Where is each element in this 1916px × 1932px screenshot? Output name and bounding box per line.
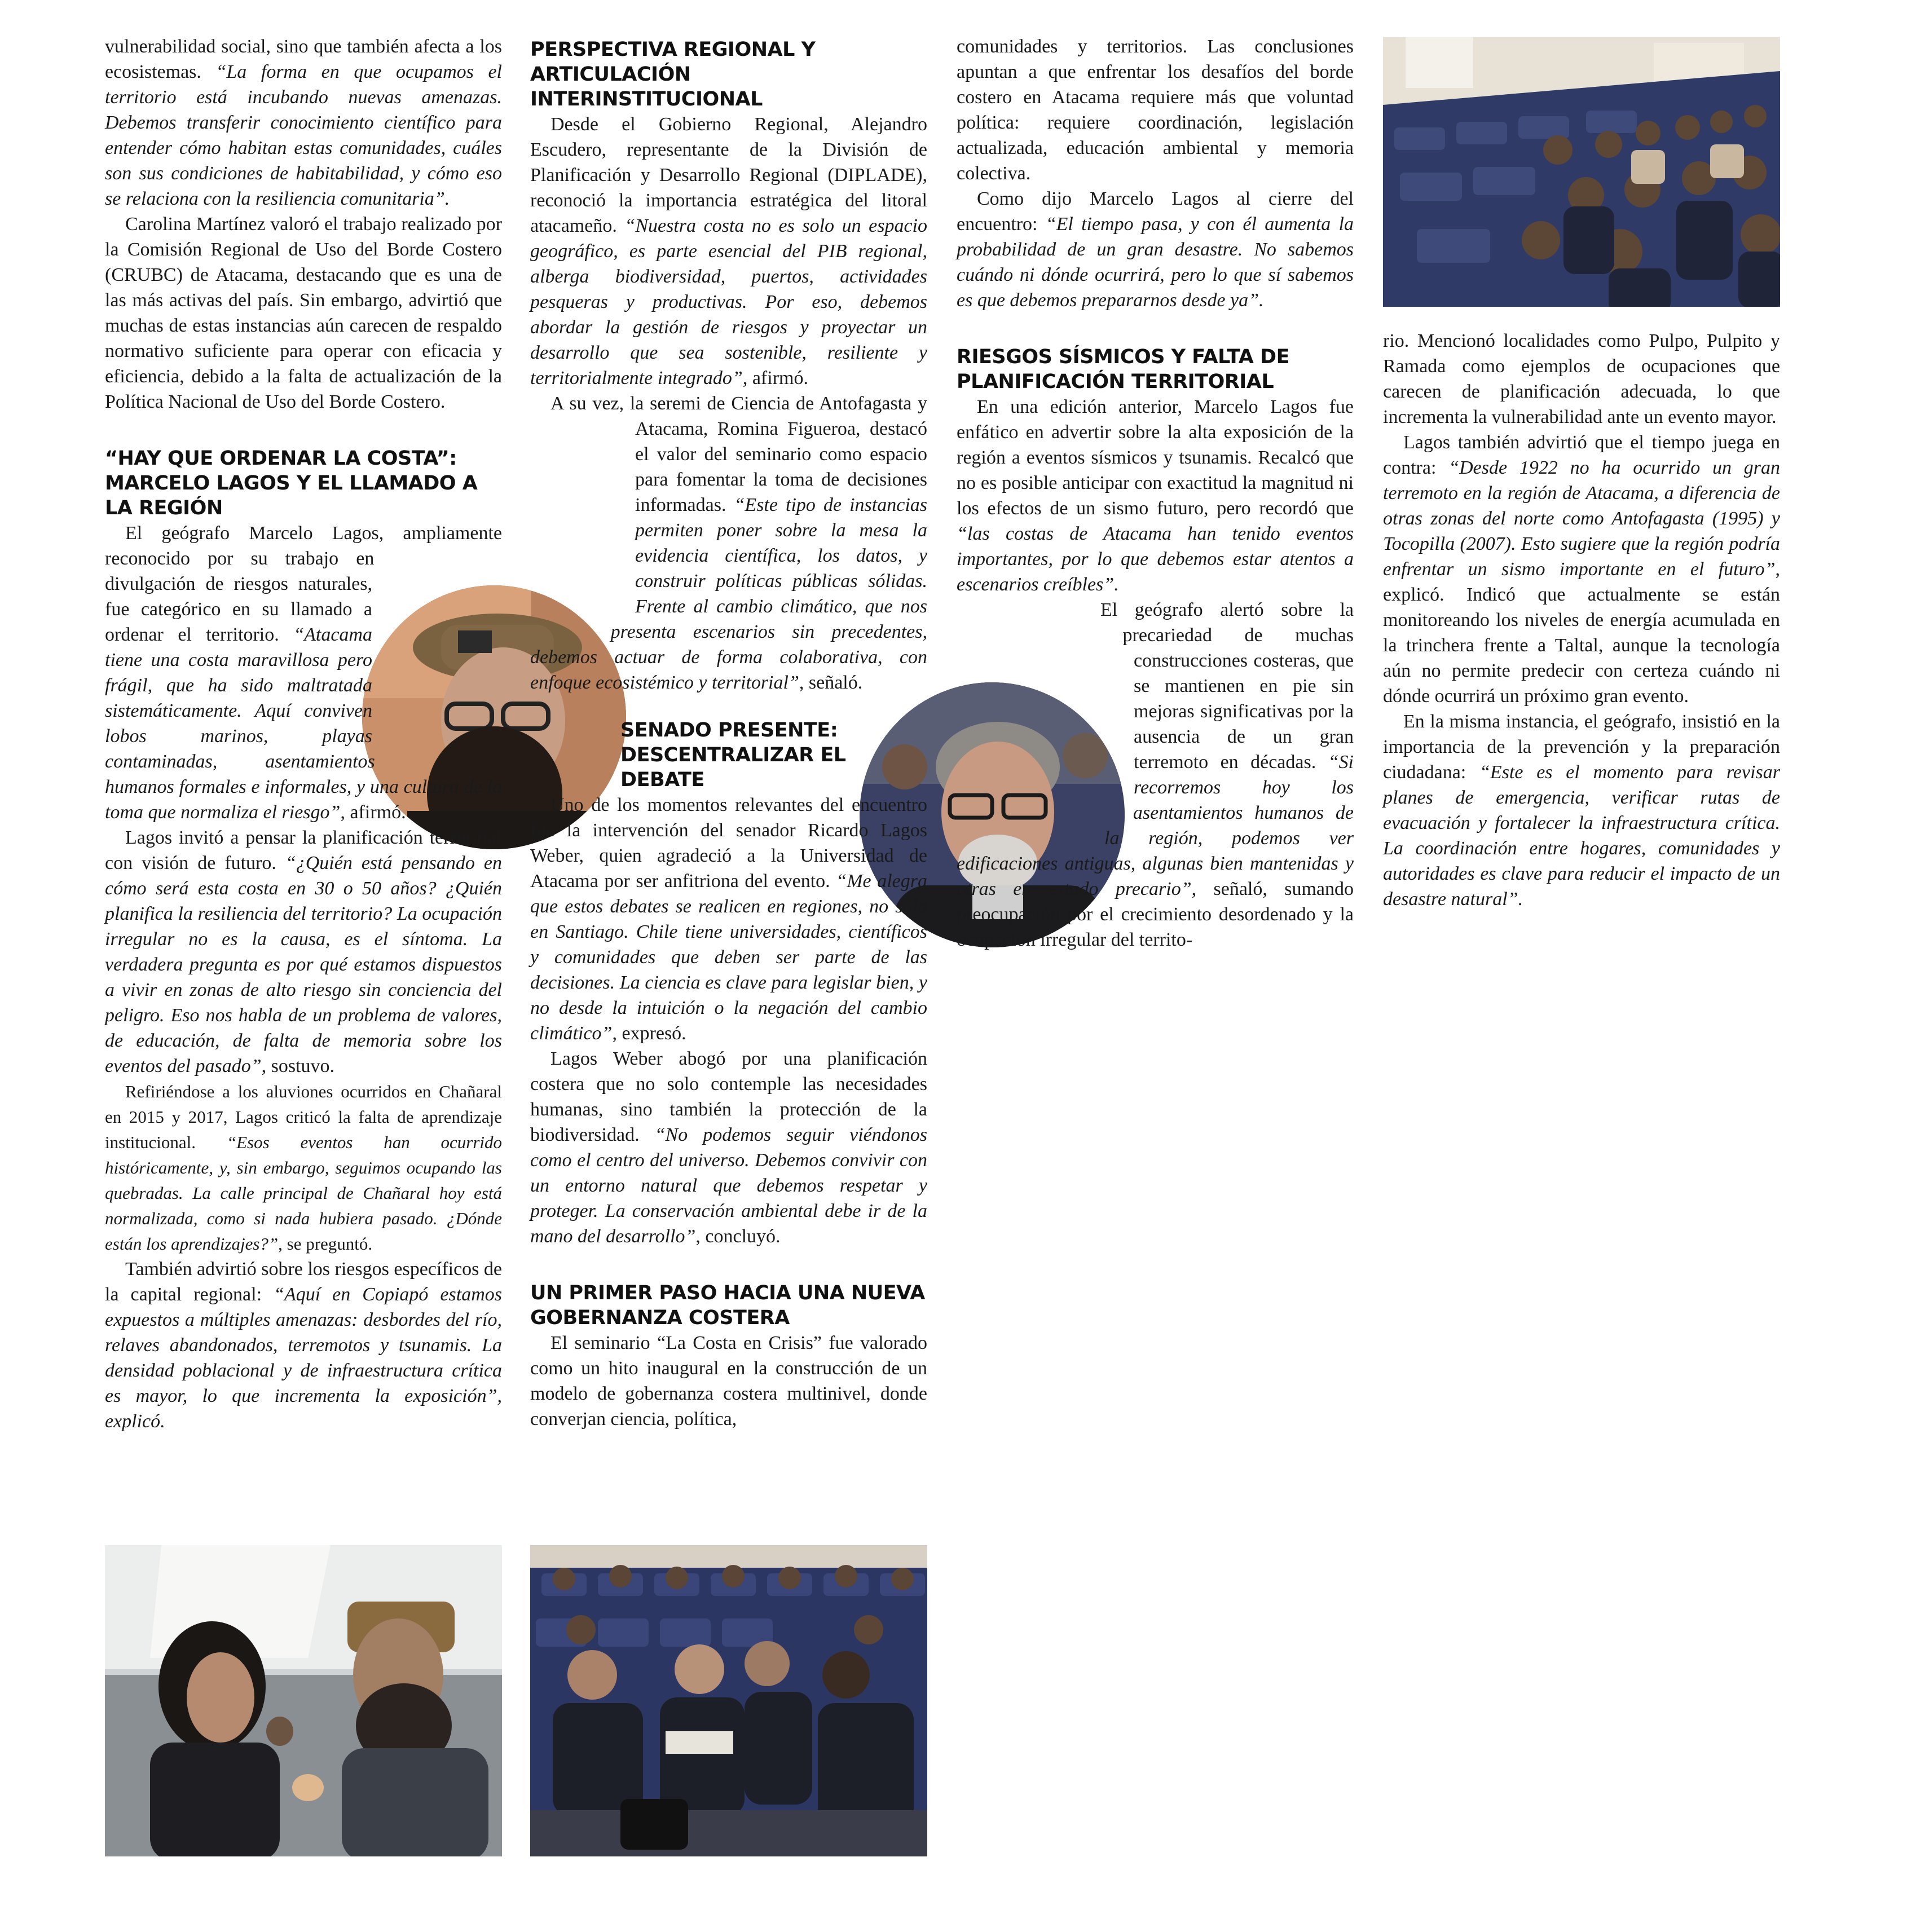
paragraph: En una edición anterior, Marcelo Lagos fue enfático en advertir sobre la alta exposición de la región a eventos sísmicos y tsunamis. Recalcó que no es posible anticipar con exactitud la magnitud ni los efectos de un sismo futuro, pero recordó que “las costas de Atacama han tenido eventos importantes, por lo que debemos estar atentos a escenarios creíbles”. xyxy=(957,396,1354,595)
paragraph: En la misma instancia, el geógrafo, insistió en la importancia de la prevención y la preparación ciudadana: “Este es el momento para revisar planes de emergencia, verificar rutas de evacuación y fortalecer la infraestructura crítica. La coordinación entre hogares, comunidades y autoridades es clave para reducir el impacto de un desastre natural”. xyxy=(1383,711,1780,910)
section-heading: “HAY QUE ORDENAR LA COSTA”: MARCELO LAGOS Y EL LLAMADO A LA REGIÓN xyxy=(105,447,478,519)
portrait-wrap-space xyxy=(860,597,1125,862)
paragraph: rio. Mencionó localidades como Pulpo, Pulpito y Ramada como ejemplos de ocupaciones que carecen de planificación adecuada, lo que incrementa la vulnerabilidad ante un evento mayor. xyxy=(1383,330,1780,427)
paragraph: El seminario “La Costa en Crisis” fue valorado como un hito inaugural en la construcción de un modelo de gobernanza costera multinivel, donde converjan ciencia, política, xyxy=(530,1333,927,1430)
paragraph: Refiriéndose a los aluviones ocurridos en Chañaral en 2015 y 2017, Lagos criticó la falta de aprendizaje institucional. “Esos eventos han ocurrido históricamente, y, sin embargo, seguimos ocupando las quebradas. La calle principal de Chañaral hoy está normalizada, como si nada hubiera pasado. ¿Dónde están los aprendizajes?”, se preguntó. xyxy=(105,1082,503,1254)
paragraph: El geógrafo alertó sobre la precariedad de muchas construcciones costeras, que se mantienen en pie sin mejoras significativas por la ausencia de un gran terremoto en décadas. “Si recorremos hoy los asentamientos humanos de la región, podemos ver edificaciones antiguas, algunas bien mantenidas y otras en estado precario”, señaló, sumando preocupación por el crecimiento desordenado y la ocupación irregular del territo- xyxy=(957,599,1354,950)
auditorium-photo xyxy=(1383,37,1780,307)
conversation-photo xyxy=(105,1545,502,1856)
paragraph: vulnerabilidad social, sino que también afecta a los ecosistemas. “La forma en que ocupamos el territorio está incubando nuevas amenazas. Debemos transferir conocimiento científico para entender cómo habitan estas comunidades, cuáles son sus condiciones de habitabilidad, y cómo eso se relaciona con la resiliencia comunitaria”. xyxy=(105,36,502,209)
column-1 xyxy=(105,34,502,1434)
section-heading: PERSPECTIVA REGIONAL Y ARTICULACIÓN INTERINSTITUCIONAL xyxy=(530,38,816,111)
paragraph: El geógrafo Marcelo Lagos, ampliamente reconocido por su trabajo en divulgación de riesgos naturales, fue categórico en su llamado a ordenar el territorio. “Atacama tiene una costa maravillosa pero frágil, que ha sido maltratada sistemáticamente. Aquí conviven lobos marinos, playas contaminadas, asentamientos humanos formales e informales, y una cultura de la toma que normaliza el riesgo”, afirmó. xyxy=(105,523,502,823)
paragraph: Lagos también advirtió que el tiempo juega en contra: “Desde 1922 no ha ocurrido un gran terremoto en la región de Atacama, a diferencia de otras zonas del norte como Antofagasta (1995) y Tocopilla (2007). Esto sugiere que la región podría enfrentar un sismo importante en el futuro”, explicó. Indicó que actualmente se están monitoreando los niveles de energía acumulada en la trinchera frente a Taltal, aunque la tecnología aún no permite predecir con certeza cuándo ni dónde ocurrirá un próximo gran evento. xyxy=(1383,432,1780,707)
paragraph: Desde el Gobierno Regional, Alejandro Escudero, representante de la División de Planificación y Desarrollo Regional (DIPLADE), reconoció la importancia estratégica del litoral atacameño. “Nuestra costa no es solo un espacio geográfico, es parte esencial del PIB regional, alberga biodiversidad, puertos, actividades pesqueras y productivas. Por eso, debemos abordar la gestión de riesgos y proyectar un desarrollo que sea sostenible, resiliente y territorialmente integrado”, afirmó. xyxy=(530,114,927,389)
paragraph: Como dijo Marcelo Lagos al cierre del encuentro: “El tiempo pasa, y con él aumenta la probabilidad de un gran desastre. No sabemos cuándo ni dónde ocurrirá, pero lo que sí sabemos es que debemos prepararnos desde ya”. xyxy=(957,188,1354,311)
portrait-wrap-space xyxy=(362,391,626,655)
column-4 xyxy=(1383,328,1780,912)
paragraph: Carolina Martínez valoró el trabajo realizado por la Comisión Regional de Uso del Borde Costero (CRUBC) de Atacama, destacando que es una de las más activas del país. Sin embargo, advirtió que muchas de estas instancias aún carecen de respaldo normativo suficiente para operar con eficacia y eficiencia, debido a la falta de actualización de la Política Nacional de Uso del Borde Costero. xyxy=(105,214,502,412)
column-3 xyxy=(957,34,1354,952)
paragraph: Lagos invitó a pensar la planificación territorial con visión de futuro. “¿Quién está pensando en cómo será esta costa en 30 o 50 años? ¿Quién planifica la resiliencia del territorio? La ocupación irregular no es la causa, es el síntoma. La verdadera pregunta es por qué estamos dispuestos a vivir en zonas de alto riesgo sin conciencia del peligro. Eso nos habla de un problema de valores, de educación, de falta de memoria sobre los eventos del pasado”, sostuvo. xyxy=(105,827,502,1077)
section-heading: RIESGOS SÍSMICOS Y FALTA DE PLANIFICACIÓN TERRITORIAL xyxy=(957,346,1289,393)
paragraph: A su vez, la seremi de Ciencia de Antofagasta y Atacama, Romina Figueroa, destacó el valor del seminario como espacio para fomentar la toma de decisiones informadas. “Este tipo de instancias permiten poner sobre la mesa la evidencia científica, los datos, y construir políticas públicas sólidas. Frente al cambio climático, que nos presenta escenarios sin precedentes, debemos actuar de forma colaborativa, con enfoque ecosistémico y territorial”, señaló. xyxy=(530,393,928,693)
paragraph: Lagos Weber abogó por una planificación costera que no solo contemple las necesidades humanas, sino también la protección de la biodiversidad. “No podemos seguir viéndonos como el centro del universo. Debemos convivir con un entorno natural que debemos respetar y proteger. La conservación ambiental debe ir de la mano del desarrollo”, concluyó. xyxy=(530,1048,928,1247)
paragraph: Uno de los momentos relevantes del encuentro fue la intervención del senador Ricardo Lagos Weber, quien agradeció a la Universidad de Atacama por ser anfitriona del evento. “Me alegra que estos debates se realicen en regiones, no solo en Santiago. Chile tiene universidades, científicos y comunidades que deben ser parte de las decisiones. La ciencia es clave para legislar bien, y no desde la intuición o la negación del cambio climático”, expresó. xyxy=(530,795,928,1044)
paragraph: comunidades y territorios. Las conclusiones apuntan a que enfrentar los desafíos del borde costero en Atacama requiere más que voluntad política: requiere coordinación, legislación actualizada, educación ambiental y memoria colectiva. xyxy=(957,36,1354,184)
section-heading: UN PRIMER PASO HACIA UNA NUEVA GOBERNANZA COSTERA xyxy=(530,1282,925,1329)
paragraph: También advirtió sobre los riesgos específicos de la capital regional: “Aquí en Copiapó estamos expuestos a múltiples amenazas: desbordes del río, relaves abandonados, terremotos y tsunamis. La densidad poblacional y de infraestructura crítica es mayor, lo que incrementa la exposición”, explicó. xyxy=(105,1259,502,1432)
section-heading: SENADO PRESENTE: DESCENTRALIZAR EL DEBATE xyxy=(620,719,846,791)
audience-photo xyxy=(530,1545,927,1856)
